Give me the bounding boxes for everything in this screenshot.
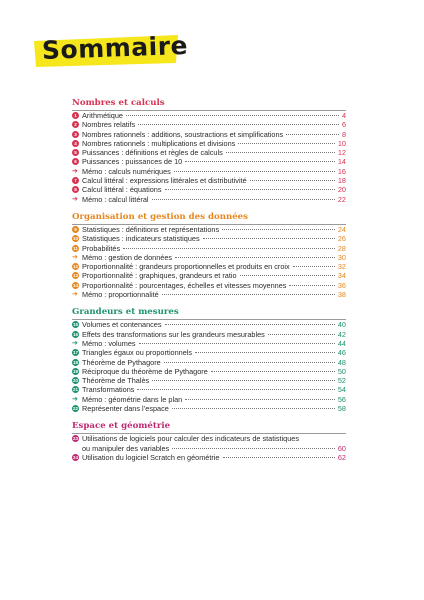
page-number: 48	[337, 357, 346, 367]
dot-leader	[223, 457, 335, 458]
dot-leader	[172, 408, 335, 409]
toc-entry[interactable]	[72, 348, 346, 357]
page-number: 32	[337, 262, 346, 272]
page-number: 56	[337, 394, 346, 404]
section-entries	[72, 433, 346, 462]
chapter-number-badge: 22	[72, 406, 78, 412]
chapter-number-badge: 3	[72, 131, 79, 138]
page-number: 30	[337, 252, 346, 262]
arrow-right-icon: ➔	[72, 195, 78, 203]
memo-entry[interactable]	[72, 395, 346, 404]
chapter-number-badge: 17	[72, 350, 78, 356]
dot-leader	[250, 180, 335, 181]
chapter-number-badge: 9	[72, 226, 79, 233]
chapter-number-badge: 1	[72, 112, 79, 119]
dot-leader	[195, 352, 335, 353]
toc-section	[72, 421, 346, 462]
toc-entry[interactable]	[72, 157, 346, 166]
page-number: 44	[337, 338, 346, 348]
dot-leader	[137, 389, 334, 390]
entry-label: Calcul littéral : expressions littérales et distributivité	[82, 176, 247, 186]
toc-section	[72, 98, 346, 204]
dot-leader	[172, 448, 335, 449]
toc-section	[72, 307, 346, 413]
dot-leader	[152, 199, 335, 200]
entry-label: Utilisations de logiciels pour calculer des indicateurs de statistiques	[82, 434, 299, 444]
toc-entry[interactable]	[72, 139, 346, 148]
entry-label: Mémo : gestion de données	[82, 252, 173, 262]
page-number: 62	[337, 452, 346, 462]
page-number: 22	[337, 194, 346, 204]
toc-entry[interactable]	[72, 148, 346, 157]
chapter-number-badge: 16	[72, 331, 78, 337]
toc-entry[interactable]	[72, 367, 346, 376]
toc-entry[interactable]	[72, 404, 346, 413]
chapter-number-badge: 11	[73, 245, 78, 251]
arrow-right-icon: ➔	[72, 291, 78, 299]
chapter-number-badge: 13	[72, 273, 78, 279]
toc-entry[interactable]	[72, 434, 346, 453]
chapter-number-badge: 24	[72, 454, 78, 460]
entry-label: Calcul littéral : équations	[82, 185, 162, 195]
entry-label-continued: ou manipuler des variables	[82, 443, 170, 453]
dot-leader	[240, 275, 335, 276]
page-number: 38	[337, 290, 346, 300]
page-number: 42	[337, 329, 346, 339]
dot-leader	[211, 371, 335, 372]
dot-leader	[152, 380, 335, 381]
page-number: 14	[337, 157, 346, 167]
entry-label: Nombres rationnels : additions, soustractions et simplifications	[82, 129, 284, 139]
chapter-number-badge: 12	[72, 264, 78, 270]
dot-leader	[162, 294, 335, 295]
dot-leader	[226, 152, 335, 153]
arrow-right-icon: ➔	[72, 395, 78, 403]
memo-entry[interactable]	[72, 339, 346, 348]
toc-entry[interactable]	[72, 176, 346, 185]
dot-leader	[139, 343, 335, 344]
page-number: 26	[337, 234, 346, 244]
memo-entry[interactable]	[72, 195, 346, 204]
entry-label: Théorème de Thalès	[82, 376, 150, 386]
entry-label: Effets des transformations sur les grandeurs mesurables	[82, 329, 265, 339]
toc-entry[interactable]	[72, 244, 346, 253]
toc-entry[interactable]	[72, 358, 346, 367]
dot-leader	[138, 124, 339, 125]
page-number: 34	[337, 271, 346, 281]
entry-label: Nombres relatifs	[82, 120, 136, 130]
page-number: 40	[337, 320, 346, 330]
section-entries	[72, 110, 346, 204]
chapter-number-badge: 23	[72, 436, 78, 442]
dot-leader	[126, 115, 339, 116]
dot-leader	[293, 266, 335, 267]
chapter-number-badge: 7	[72, 177, 79, 184]
toc-entry[interactable]	[72, 185, 346, 194]
dot-leader	[123, 248, 335, 249]
dot-leader	[175, 257, 335, 258]
toc-entry[interactable]	[72, 376, 346, 385]
section-entries	[72, 319, 346, 413]
chapter-number-badge: 4	[72, 140, 79, 147]
dot-leader	[165, 324, 335, 325]
entry-label: Puissances : puissances de 10	[82, 157, 183, 167]
toc-entry[interactable]	[72, 271, 346, 280]
chapter-number-badge: 20	[72, 378, 78, 384]
toc-entry[interactable]	[72, 385, 346, 394]
chapter-number-badge: 19	[72, 368, 78, 374]
dot-leader	[222, 229, 335, 230]
chapter-number-badge: 6	[72, 158, 79, 165]
entry-label: Utilisation du logiciel Scratch en géométrie	[82, 452, 220, 462]
arrow-right-icon: ➔	[72, 167, 78, 175]
page-number: 8	[341, 129, 346, 139]
toc-entry[interactable]	[72, 234, 346, 243]
memo-entry[interactable]	[72, 290, 346, 299]
page-number: 36	[337, 280, 346, 290]
memo-entry[interactable]	[72, 167, 346, 176]
section-title: Nombres et calculs	[72, 98, 165, 108]
entry-label: Mémo : géométrie dans le plan	[82, 394, 183, 404]
toc-entry[interactable]	[72, 262, 346, 271]
dot-leader	[185, 161, 335, 162]
entry-label: Probabilités	[82, 243, 121, 253]
entry-label: Proportionnalité : pourcentages, échelles et vitesses moyennes	[82, 280, 287, 290]
page-number: 20	[337, 185, 346, 195]
entry-label: Mémo : volumes	[82, 338, 136, 348]
chapter-number-badge: 8	[72, 186, 79, 193]
dot-leader	[203, 238, 335, 239]
page-number: 16	[337, 166, 346, 176]
chapter-number-badge: 5	[72, 149, 79, 156]
entry-label: Nombres rationnels : multiplications et divisions	[82, 138, 236, 148]
page-title: Sommaire	[41, 30, 189, 65]
page-number: 18	[337, 176, 346, 186]
page-number: 24	[337, 224, 346, 234]
chapter-number-badge: 10	[72, 236, 78, 242]
toc-entry[interactable]	[72, 120, 346, 129]
page-number: 50	[337, 366, 346, 376]
entry-label: Proportionnalité : grandeurs proportionnelles et produits en croix	[82, 262, 290, 272]
entry-label: Mémo : calcul littéral	[82, 194, 149, 204]
dot-leader	[289, 285, 334, 286]
memo-entry[interactable]	[72, 253, 346, 262]
arrow-right-icon: ➔	[72, 253, 78, 261]
entry-label: Proportionnalité : graphiques, grandeurs et ratio	[82, 271, 237, 281]
dot-leader	[238, 143, 335, 144]
page-number: 54	[337, 385, 346, 395]
chapter-number-badge: 2	[72, 121, 79, 128]
toc-section	[72, 212, 346, 299]
section-entries	[72, 224, 346, 299]
arrow-right-icon: ➔	[72, 339, 78, 347]
toc-entry[interactable]	[72, 130, 346, 139]
dot-leader	[174, 171, 335, 172]
chapter-number-badge: 15	[72, 322, 78, 328]
page-number: 12	[337, 148, 346, 158]
entry-label: Théorème de Pythagore	[82, 357, 161, 367]
toc-entry[interactable]	[72, 330, 346, 339]
toc-entry[interactable]	[72, 111, 346, 120]
dot-leader	[268, 334, 335, 335]
entry-label: Puissances : définitions et règles de calculs	[82, 148, 223, 158]
entry-label: Mémo : proportionnalité	[82, 290, 159, 300]
entry-label: Mémo : calculs numériques	[82, 166, 171, 176]
entry-label: Statistiques : indicateurs statistiques	[82, 234, 200, 244]
chapter-number-badge: 14	[72, 282, 78, 288]
toc-entry[interactable]	[72, 320, 346, 329]
entry-label: Triangles égaux ou proportionnels	[82, 348, 193, 358]
dot-leader	[185, 399, 335, 400]
entry-label: Volumes et contenances	[82, 320, 162, 330]
page-number: 60	[337, 443, 346, 453]
entry-label: Statistiques : définitions et représentations	[82, 224, 220, 234]
entry-label: Réciproque du théorème de Pythagore	[82, 366, 208, 376]
sommaire-banner	[32, 30, 189, 68]
dot-leader	[165, 189, 335, 190]
table-of-contents	[72, 98, 346, 462]
page-number: 52	[337, 376, 346, 386]
dot-leader	[286, 134, 339, 135]
section-title: Organisation et gestion des données	[72, 211, 248, 222]
toc-entry[interactable]	[72, 281, 346, 290]
page-number: 58	[337, 404, 346, 414]
page-number: 6	[341, 120, 346, 130]
toc-entry[interactable]	[72, 453, 346, 462]
section-title: Espace et géométrie	[72, 421, 171, 432]
chapter-number-badge: 18	[72, 359, 78, 365]
page-number: 10	[337, 138, 346, 148]
dot-leader	[164, 362, 335, 363]
toc-entry[interactable]	[72, 225, 346, 234]
entry-label: Représenter dans l’espace	[82, 404, 169, 414]
chapter-number-badge: 21	[72, 387, 78, 393]
page-number: 4	[341, 111, 346, 120]
page-number: 28	[337, 243, 346, 253]
section-title: Grandeurs et mesures	[72, 307, 179, 318]
page-number: 46	[337, 348, 346, 358]
entry-label: Arithmétique	[82, 111, 123, 120]
entry-label: Transformations	[82, 385, 135, 395]
